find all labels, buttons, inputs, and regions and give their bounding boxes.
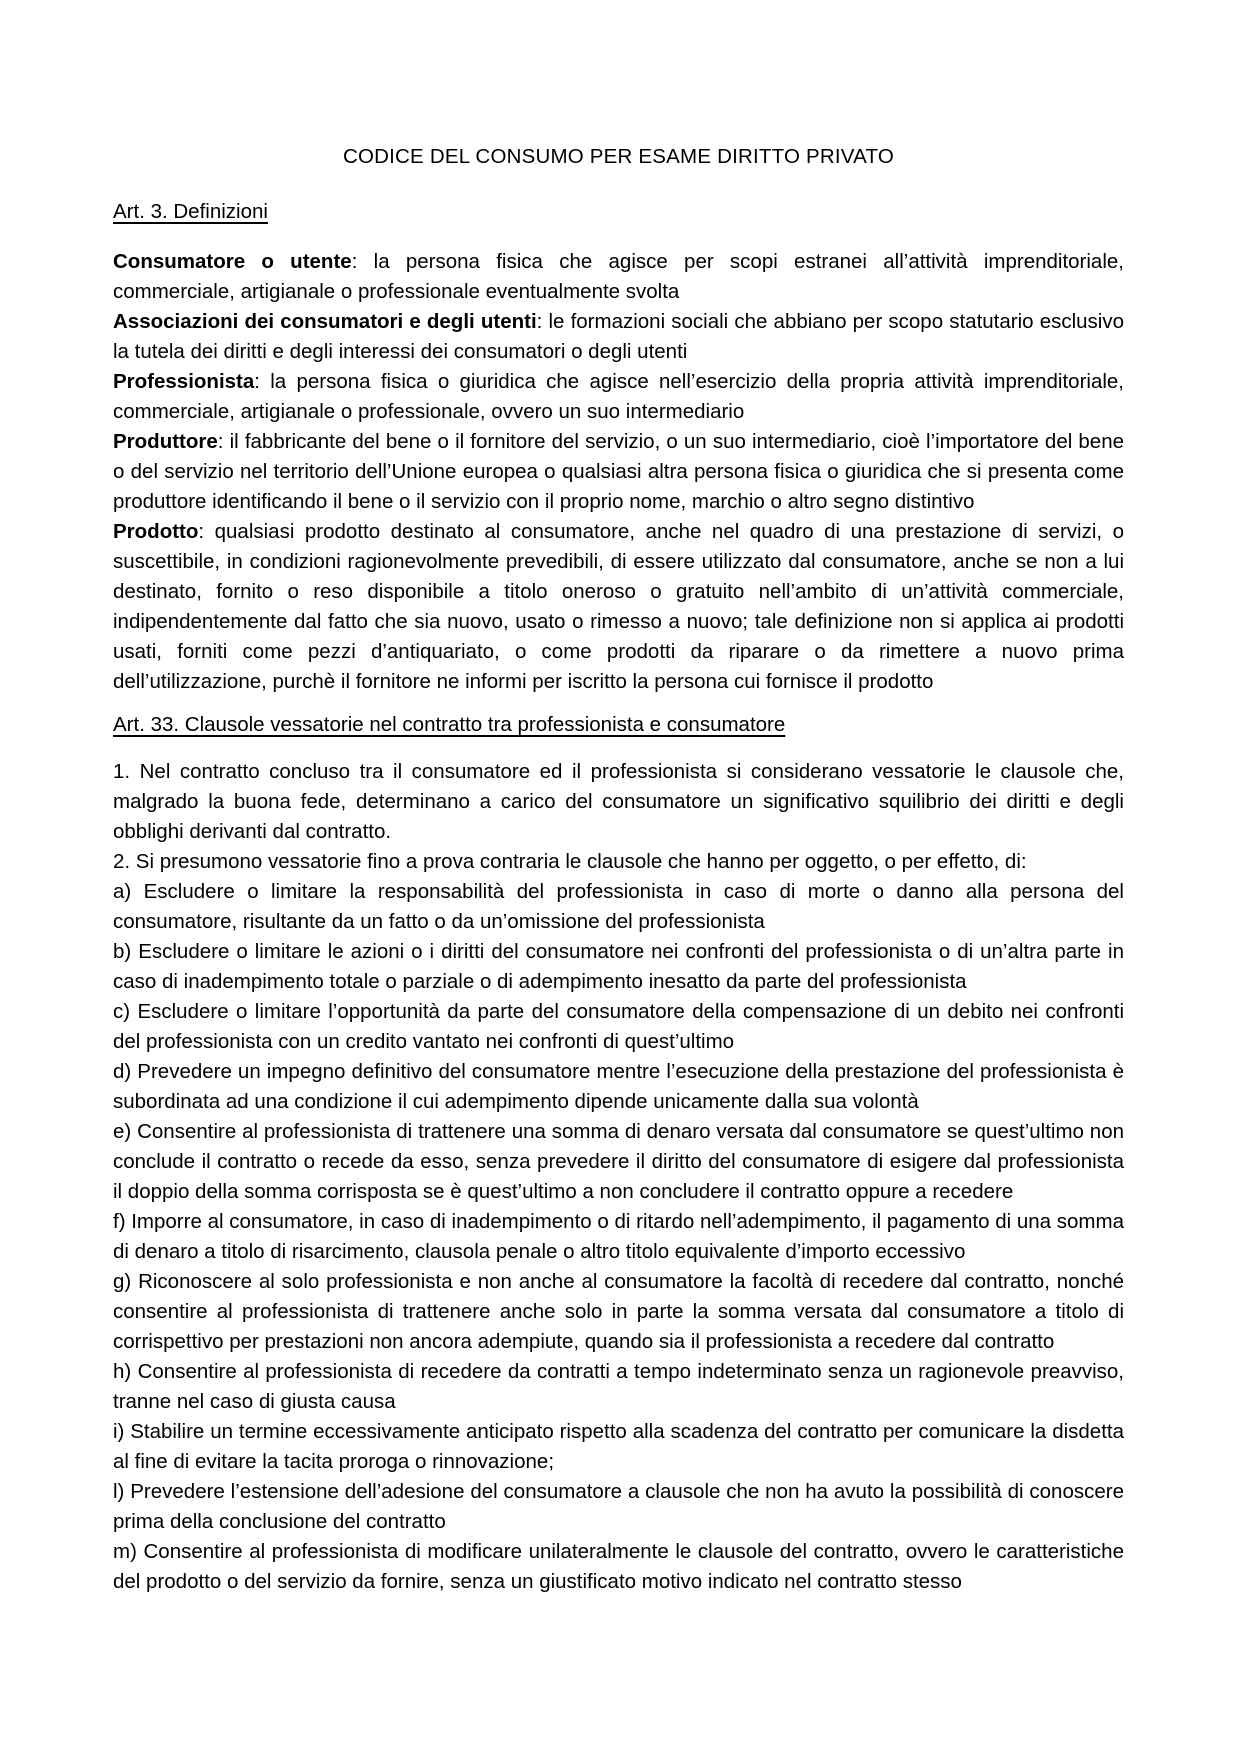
section-art-33-clausole-vessatorie bbox=[113, 710, 1124, 1597]
definition-term-professionista: Professionista bbox=[113, 370, 255, 393]
clause-i: i) Stabilire un termine eccessivamente anticipato rispetto alla scadenza del contratto per comunicare la disdetta al fine di evitare la tacita proroga o rinnovazione; bbox=[113, 1420, 1124, 1473]
definition-associazioni-consumatori bbox=[113, 307, 1124, 367]
definition-text-produttore: : il fabbricante del bene o il fornitore del servizio, o un suo intermediario, cioè l’importatore del bene o del servizio nel territorio dell’Unione europea o qualsiasi altra persona fisica o giuridica che si presenta come produttore identificando il bene o il servizio con il proprio nome, marchio o altro segno distintivo bbox=[113, 430, 1124, 513]
definition-prodotto bbox=[113, 517, 1124, 697]
section-heading-art-33: Art. 33. Clausole vessatorie nel contratto tra professionista e consumatore bbox=[113, 713, 786, 736]
definition-text-prodotto: : qualsiasi prodotto destinato al consumatore, anche nel quadro di una prestazione di servizi, o suscettibile, in condizioni ragionevolmente prevedibili, di essere utilizzato dal consumatore, anche se non a lui destinato, fornito o reso disponibile a titolo oneroso o gratuito nell’ambito di un’attività commerciale, indipendentemente dal fatto che sia nuovo, usato o rimesso a nuovo; tale definizione non si applica ai prodotti usati, forniti come pezzi d’antiquariato, o come prodotti da riparare o da rimettere a nuovo prima dell’utilizzazione, purchè il fornitore ne informi per iscritto la persona cui fornisce il prodotto bbox=[113, 520, 1124, 693]
definition-professionista bbox=[113, 367, 1124, 427]
definitions-list bbox=[113, 247, 1124, 697]
clauses-list bbox=[113, 757, 1124, 1597]
definition-consumatore-o-utente bbox=[113, 247, 1124, 307]
clause-h: h) Consentire al professionista di recedere da contratti a tempo indeterminato senza un ragionevole preavviso, tranne nel caso di giusta causa bbox=[113, 1360, 1124, 1413]
definition-text-professionista: : la persona fisica o giuridica che agisce nell’esercizio della propria attività imprenditoriale, commerciale, artigianale o professionale, ovvero un suo intermediario bbox=[113, 370, 1124, 423]
clause-g: g) Riconoscere al solo professionista e non anche al consumatore la facoltà di recedere dal contratto, nonché consentire al professionista di trattenere anche solo in parte la somma versata dal consumatore a titolo di corrispettivo per prestazioni non ancora adempiute, quando sia il professionista a recedere dal contratto bbox=[113, 1270, 1124, 1353]
clause-c: c) Escludere o limitare l’opportunità da parte del consumatore della compensazione di un debito nei confronti del professionista con un credito vantato nei confronti di quest’ultimo bbox=[113, 1000, 1124, 1053]
document-title: CODICE DEL CONSUMO PER ESAME DIRITTO PRIVATO bbox=[343, 145, 894, 168]
definition-term-prodotto: Prodotto bbox=[113, 520, 199, 543]
definition-term-associazioni: Associazioni dei consumatori e degli utenti bbox=[113, 310, 537, 333]
section-art-3-definizioni bbox=[113, 197, 1124, 697]
definition-term-produttore: Produttore bbox=[113, 430, 218, 453]
clause-e: e) Consentire al professionista di trattenere una somma di denaro versata dal consumatore se quest’ultimo non conclude il contratto o recede da esso, senza prevedere il diritto del consumatore di esigere dal professionista il doppio della somma corrisposta se è quest’ultimo a non concludere il contratto oppure a recedere bbox=[113, 1120, 1124, 1203]
clause-a: a) Escludere o limitare la responsabilità del professionista in caso di morte o danno alla persona del consumatore, risultante da un fatto o da un’omissione del professionista bbox=[113, 880, 1124, 933]
clause-2: 2. Si presumono vessatorie fino a prova contraria le clausole che hanno per oggetto, o per effetto, di: bbox=[113, 850, 1027, 873]
clause-m: m) Consentire al professionista di modificare unilateralmente le clausole del contratto, ovvero le caratteristiche del prodotto o del servizio da fornire, senza un giustificato motivo indicato nel contratto stesso bbox=[113, 1540, 1124, 1593]
definition-text-consumatore: : la persona fisica che agisce per scopi estranei all’attività imprenditoriale, commerciale, artigianale o professionale eventualmente svolta bbox=[113, 250, 1124, 303]
definition-text-associazioni: : le formazioni sociali che abbiano per scopo statutario esclusivo la tutela dei diritti e degli interessi dei consumatori o degli utenti bbox=[113, 310, 1125, 363]
clause-f: f) Imporre al consumatore, in caso di inadempimento o di ritardo nell’adempimento, il pagamento di una somma di denaro a titolo di risarcimento, clausola penale o altro titolo equivalente d’importo eccessivo bbox=[113, 1210, 1124, 1263]
clause-l: l) Prevedere l’estensione dell’adesione del consumatore a clausole che non ha avuto la possibilità di conoscere prima della conclusione del contratto bbox=[113, 1480, 1124, 1533]
clause-1: 1. Nel contratto concluso tra il consumatore ed il professionista si considerano vessatorie le clausole che, malgrado la buona fede, determinano a carico del consumatore un significativo squilibrio dei diritti e degli obblighi derivanti dal contratto. bbox=[113, 760, 1124, 843]
section-heading-art-3: Art. 3. Definizioni bbox=[113, 200, 268, 223]
clause-d: d) Prevedere un impegno definitivo del consumatore mentre l’esecuzione della prestazione del professionista è subordinata ad una condizione il cui adempimento dipende unicamente dalla sua volontà bbox=[113, 1060, 1124, 1113]
definition-term-consumatore: Consumatore o utente bbox=[113, 250, 352, 273]
definition-produttore bbox=[113, 427, 1124, 517]
clause-b: b) Escludere o limitare le azioni o i diritti del consumatore nei confronti del professionista o di un’altra parte in caso di inadempimento totale o parziale o di adempimento inesatto da parte del professionista bbox=[113, 940, 1124, 993]
